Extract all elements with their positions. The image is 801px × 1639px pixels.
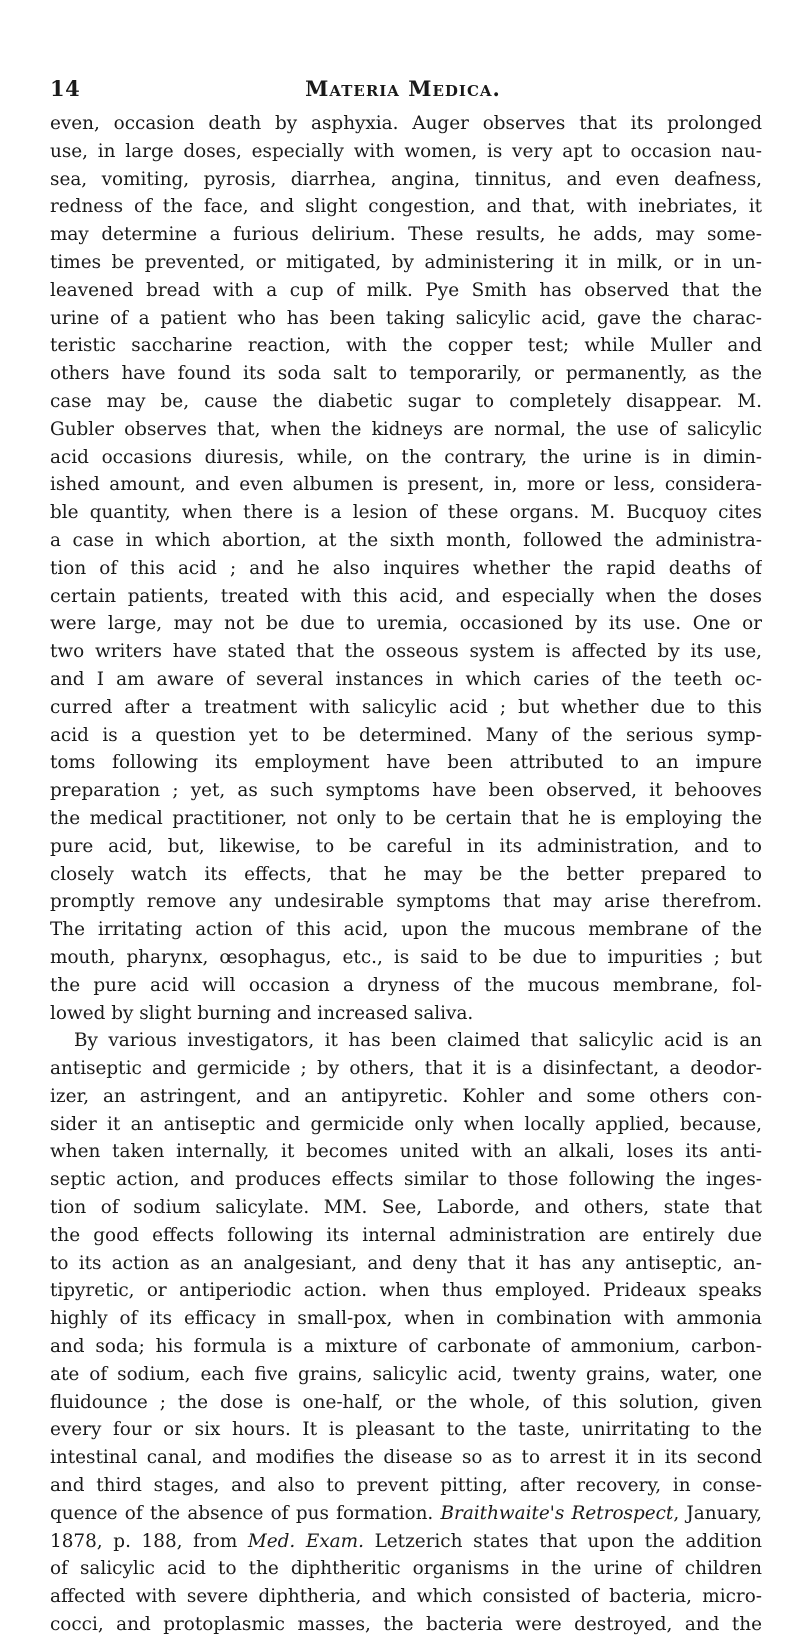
- text-line: By various investigators, it has been claimed that salicylic acid is an: [74, 1030, 762, 1052]
- text-line: teristic saccharine reaction, with the copper test; while Muller and: [50, 335, 762, 357]
- text-line: quence of the absence of pus formation. Braithwaite's Retrospect, January,: [50, 1502, 762, 1524]
- text-line: intestinal canal, and modifies the disease so as to arrest it in its second: [50, 1447, 762, 1469]
- text-line: promptly remove any undesirable symptoms that may arise therefrom.: [50, 891, 762, 913]
- text-line: redness of the face, and slight congestion, and that, with inebriates, it: [50, 196, 762, 218]
- text-line: izer, an astringent, and an antipyretic. Kohler and some others con-: [50, 1085, 762, 1107]
- text-line: The irritating action of this acid, upon the mucous membrane of the: [50, 919, 762, 941]
- text-line: may determine a furious delirium. These results, he adds, may some-: [50, 224, 762, 246]
- text-line: every four or six hours. It is pleasant to the taste, unirritating to the: [50, 1419, 762, 1441]
- text-line: the pure acid will occasion a dryness of the mucous membrane, fol-: [50, 974, 762, 996]
- text-line: tion of sodium salicylate. MM. See, Laborde, and others, state that: [50, 1197, 762, 1219]
- text-line: the medical practitioner, not only to be certain that he is employing the: [50, 807, 762, 829]
- text-line: 1878, p. 188, from Med. Exam. Letzerich states that upon the addition: [50, 1530, 762, 1552]
- text-line: antiseptic and germicide ; by others, that it is a disinfectant, a deodor-: [50, 1058, 762, 1080]
- text-line: ished amount, and even albumen is present, in, more or less, considera-: [50, 474, 762, 496]
- text-line: highly of its efficacy in small-pox, when in combination with ammonia: [50, 1308, 762, 1330]
- text-line: use, in large doses, especially with women, is very apt to occasion nau-: [50, 140, 762, 162]
- text-line: ble quantity, when there is a lesion of these organs. M. Bucquoy cites: [50, 502, 762, 524]
- text-line: closely watch its effects, that he may be the better prepared to: [50, 863, 762, 885]
- running-head: [50, 76, 756, 106]
- text-line: of salicylic acid to the diphtheritic organisms in the urine of children: [50, 1558, 762, 1580]
- text-line: urine of a patient who has been taking salicylic acid, gave the charac-: [50, 307, 762, 329]
- text-line: curred after a treatment with salicylic acid ; but whether due to this: [50, 696, 762, 718]
- text-line: and soda; his formula is a mixture of carbonate of ammonium, carbon-: [50, 1336, 762, 1358]
- text-line: acid occasions diuresis, while, on the contrary, the urine is in dimin-: [50, 446, 762, 468]
- text-line: to its action as an analgesiant, and deny that it has any antiseptic, an-: [50, 1252, 762, 1274]
- text-line: a case in which abortion, at the sixth month, followed the administra-: [50, 529, 762, 551]
- text-line: affected with severe diphtheria, and which consisted of bacteria, micro-: [50, 1586, 762, 1608]
- text-line: preparation ; yet, as such symptoms have been observed, it behooves: [50, 780, 762, 802]
- text-line: mouth, pharynx, œsophagus, etc., is said to be due to impurities ; but: [50, 946, 762, 968]
- text-line: sea, vomiting, pyrosis, diarrhea, angina, tinnitus, and even deafness,: [50, 168, 762, 190]
- text-line: tipyretic, or antiperiodic action. when thus employed. Prideaux speaks: [50, 1280, 762, 1302]
- text-line: times be prevented, or mitigated, by administering it in milk, or in un-: [50, 251, 762, 273]
- text-line: were large, may not be due to uremia, occasioned by its use. One or: [50, 613, 762, 635]
- text-line: leavened bread with a cup of milk. Pye Smith has observed that the: [50, 279, 762, 301]
- text-line: and third stages, and also to prevent pitting, after recovery, in conse-: [50, 1475, 762, 1497]
- text-line: even, occasion death by asphyxia. Auger observes that its prolonged: [50, 113, 762, 134]
- text-line: Gubler observes that, when the kidneys are normal, the use of salicylic: [50, 418, 762, 440]
- text-line: cocci, and protoplasmic masses, the bacteria were destroyed, and the: [50, 1614, 762, 1636]
- text-line: certain patients, treated with this acid, and especially when the doses: [50, 585, 762, 607]
- body-text: [50, 110, 762, 1639]
- text-line: acid is a question yet to be determined. Many of the serious symp-: [50, 724, 762, 746]
- text-line: pure acid, but, likewise, to be careful in its administration, and to: [50, 835, 762, 857]
- text-line: toms following its employment have been attributed to an impure: [50, 752, 762, 774]
- page-number: 14: [50, 76, 81, 101]
- text-line: and I am aware of several instances in which caries of the teeth oc-: [50, 668, 762, 690]
- text-line: septic action, and produces effects similar to those following the inges-: [50, 1169, 762, 1191]
- text-line: tion of this acid ; and he also inquires whether the rapid deaths of: [50, 557, 762, 579]
- text-line: fluidounce ; the dose is one-half, or the whole, of this solution, given: [50, 1391, 762, 1413]
- text-line: ate of sodium, each five grains, salicylic acid, twenty grains, water, one: [50, 1363, 762, 1385]
- text-line: others have found its soda salt to temporarily, or permanently, as the: [50, 363, 762, 385]
- text-line: lowed by slight burning and increased saliva.: [50, 1002, 474, 1024]
- text-line: case may be, cause the diabetic sugar to completely disappear. M.: [50, 390, 762, 412]
- running-title: Materia Medica.: [305, 76, 501, 101]
- text-line: two writers have stated that the osseous system is affected by its use,: [50, 641, 762, 663]
- text-line: sider it an antiseptic and germicide only when locally applied, because,: [50, 1113, 762, 1135]
- text-line: the good effects following its internal administration are entirely due: [50, 1224, 762, 1246]
- text-line: when taken internally, it becomes united with an alkali, loses its anti-: [50, 1141, 762, 1163]
